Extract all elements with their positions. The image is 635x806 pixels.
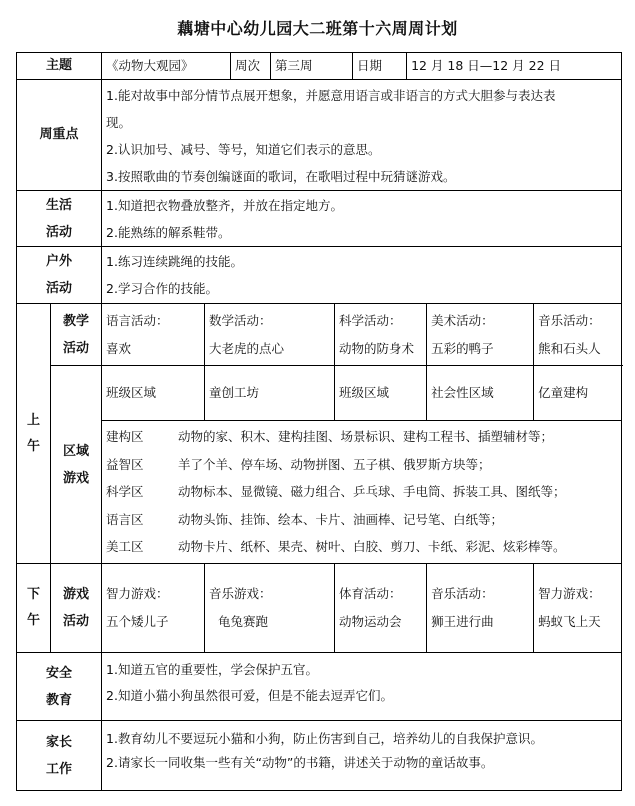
outdoor-item: 1.练习连续跳绳的技能。 (106, 254, 243, 269)
area-zone: 亿童建构 (534, 366, 622, 421)
life-row (17, 191, 622, 247)
weekly-plan-table (16, 52, 622, 791)
focus-item: 1.能对故事中部分情节点展开想象，并愿意用语言或非语言的方式大胆参与表达表 (106, 88, 556, 103)
teaching-cell: 音乐活动： 熊和石头人 (534, 304, 622, 366)
outdoor-row (17, 247, 622, 304)
material-row: 科学区 动物标本、显微镜、磁力组合、乒乓球、手电筒、拆装工具、图纸等； (106, 484, 566, 500)
game-cell: 音乐游戏： 龟兔赛跑 (205, 564, 335, 653)
header-row (17, 53, 622, 80)
area-label: 区域 游戏 (51, 366, 102, 564)
game-cell: 体育活动： 动物运动会 (335, 564, 427, 653)
area-zone: 童创工坊 (205, 366, 335, 421)
parents-item: 1.教育幼儿不要逗玩小猫和小狗，防止伤害到自己，培养幼儿的自我保护意识。 (106, 731, 543, 746)
week-value: 第三周 (271, 53, 353, 80)
game-label: 游戏 活动 (51, 564, 102, 653)
morning-teaching-row (17, 304, 622, 366)
parents-item: 2.请家长一同收集一些有关“动物”的书籍，讲述关于动物的童话故事。 (106, 755, 494, 770)
life-label: 生活 活动 (17, 191, 102, 247)
morning-label: 上 午 (17, 304, 51, 564)
afternoon-row (17, 564, 622, 653)
theme-label: 主题 (17, 53, 102, 80)
theme-value: 《动物大观园》 (102, 53, 231, 80)
teaching-cell: 语言活动： 喜欢 (102, 304, 205, 366)
parents-row (17, 721, 622, 791)
date-value: 12 月 18 日—12 月 22 日 (407, 53, 622, 80)
game-cell: 智力游戏： 蚂蚁飞上天 (534, 564, 622, 653)
material-row: 益智区 羊了个羊、停车场、动物拼图、五子棋、俄罗斯方块等； (106, 456, 491, 472)
outdoor-item: 2.学习合作的技能。 (106, 281, 218, 296)
game-cell: 音乐活动： 狮王进行曲 (427, 564, 534, 653)
material-row: 建构区 动物的家、积木、建构挂图、场景标识、建构工程书、插塑辅材等； (106, 429, 554, 445)
page-title: 藕塘中心幼儿园大二班第十六周周计划 (177, 19, 458, 38)
area-zones-row (17, 366, 622, 421)
week-label: 周次 (231, 53, 271, 80)
game-cell: 智力游戏： 五个矮儿子 (102, 564, 205, 653)
teaching-cell: 美术活动： 五彩的鸭子 (427, 304, 534, 366)
date-label: 日期 (353, 53, 407, 80)
life-item: 1.知道把衣物叠放整齐，并放在指定地方。 (106, 197, 343, 213)
safety-label: 安全 教育 (17, 653, 102, 721)
material-row: 语言区 动物头饰、挂饰、绘本、卡片、油画棒、记号笔、白纸等； (106, 511, 504, 527)
focus-item: 现。 (106, 115, 132, 130)
material-row: 美工区 动物卡片、纸杯、果壳、树叶、白胶、剪刀、卡纸、彩泥、炫彩棒等。 (106, 539, 566, 555)
teaching-cell: 科学活动： 动物的防身术 (335, 304, 427, 366)
teaching-label: 教学 活动 (51, 304, 102, 366)
afternoon-label: 下 午 (17, 564, 51, 653)
area-materials-row (17, 421, 622, 564)
teaching-cell: 数学活动： 大老虎的点心 (205, 304, 335, 366)
parents-label: 家长 工作 (17, 721, 102, 791)
outdoor-label: 户外 活动 (17, 247, 102, 304)
focus-item: 2.认识加号、减号、等号，知道它们表示的意思。 (106, 142, 381, 157)
area-zone: 社会性区域 (427, 366, 534, 421)
area-zone: 班级区域 (335, 366, 427, 421)
focus-row (17, 80, 622, 191)
life-item: 2.能熟练的解系鞋带。 (106, 224, 231, 240)
safety-item: 1.知道五官的重要性，学会保护五官。 (106, 662, 318, 677)
focus-item: 3.按照歌曲的节奏创编谜面的歌词，在歌唱过程中玩猜谜游戏。 (106, 169, 456, 184)
area-zone: 班级区域 (102, 366, 205, 421)
focus-label: 周重点 (17, 80, 102, 191)
safety-row (17, 653, 622, 721)
safety-item: 2.知道小猫小狗虽然很可爱，但是不能去逗弄它们。 (106, 688, 393, 703)
